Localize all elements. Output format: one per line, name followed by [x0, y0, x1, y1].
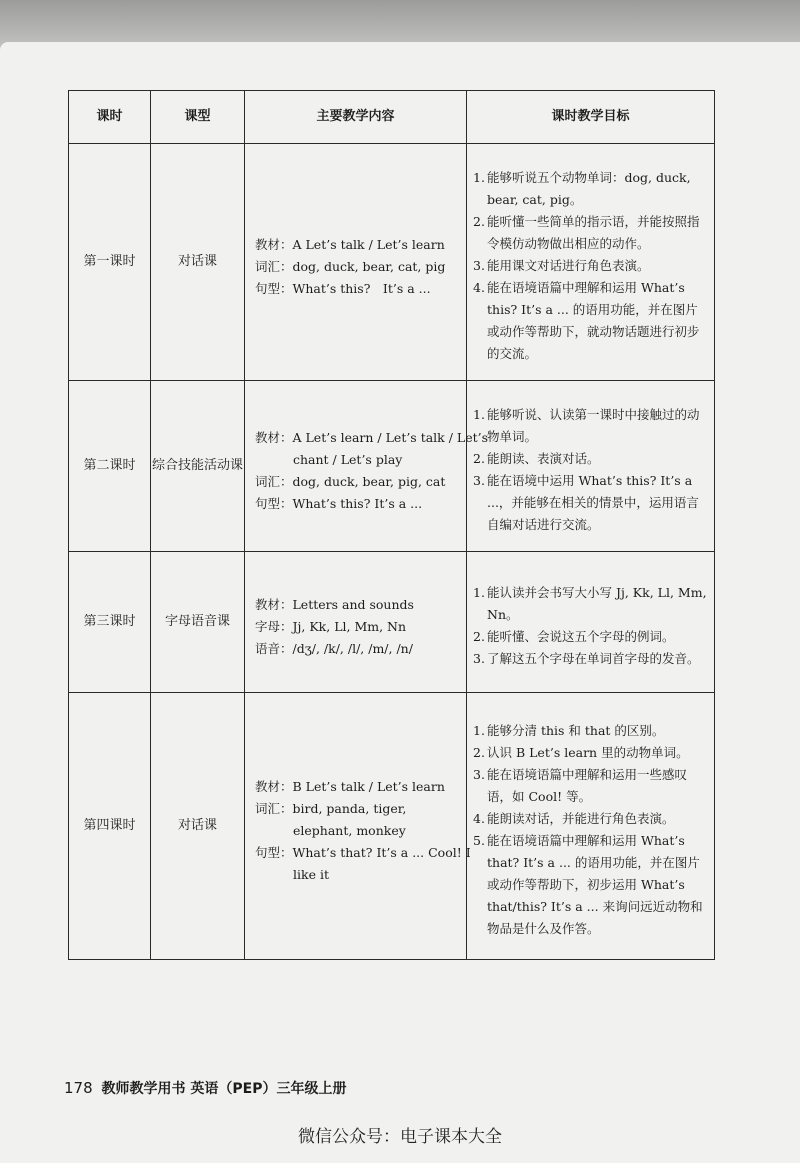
content-line: 句型：What’s this? It’s a ... [255, 496, 423, 511]
goal-text: 能够听说、认读第一课时中接触过的动物单词。 [487, 407, 700, 444]
page-number: 178 [64, 1079, 93, 1097]
lesson-cell: 第四课时 [69, 693, 151, 960]
goal-item: 4. 能朗读对话，并能进行角色表演。 [473, 811, 675, 826]
page-footer [64, 1078, 346, 1098]
content-line: 教材：B Let’s talk / Let’s learn [255, 779, 445, 794]
lesson-cell: 第一课时 [69, 144, 151, 381]
goals-cell [467, 381, 715, 552]
content-line: 句型：What’s this? It’s a ... [255, 281, 431, 296]
goal-item: 1. 能够听说、认读第一课时中接触过的动物单词。 [473, 407, 700, 444]
content-line: 教材：A Let’s learn / Let’s talk / Let’s [255, 430, 489, 445]
content-line: elephant, monkey [293, 823, 406, 838]
goal-text: 能听懂一些简单的指示语，并能按照指令模仿动物做出相应的动作。 [487, 214, 700, 251]
table-row [69, 144, 715, 381]
goal-text: 了解这五个字母在单词首字母的发音。 [487, 651, 700, 666]
header-content: 主要教学内容 [245, 91, 467, 144]
goal-item: 2. 能听懂、会说这五个字母的例词。 [473, 629, 675, 644]
content-line: like it [293, 867, 329, 882]
content-line: 教材：Letters and sounds [255, 597, 414, 612]
type-cell: 对话课 [151, 144, 245, 381]
goal-item: 1. 能够听说五个动物单词：dog, duck, bear, cat, pig。 [473, 170, 691, 207]
goals-cell [467, 693, 715, 960]
lesson-plan-table [68, 90, 715, 960]
lesson-cell: 第三课时 [69, 552, 151, 693]
goal-item: 3. 能在语境语篇中理解和运用一些感叹语，如 Cool! 等。 [473, 767, 688, 804]
lesson-cell: 第二课时 [69, 381, 151, 552]
goal-text: 认识 B Let’s learn 里的动物单词。 [487, 745, 689, 760]
type-cell: 对话课 [151, 693, 245, 960]
header-type: 课型 [151, 91, 245, 144]
goal-text: 能朗读对话，并能进行角色表演。 [487, 811, 675, 826]
goal-item: 1. 能够分清 this 和 that 的区别。 [473, 723, 665, 738]
content-cell [245, 144, 467, 381]
goals-cell [467, 552, 715, 693]
goal-item: 2. 认识 B Let’s learn 里的动物单词。 [473, 745, 689, 760]
table-row [69, 552, 715, 693]
header-lesson: 课时 [69, 91, 151, 144]
table-header-row [69, 91, 715, 144]
goal-text: 能在语境语篇中理解和运用 What’s this? It’s a ... 的语用功能，并在图片或动作等帮助下，就动物话题进行初步的交流。 [487, 280, 700, 361]
goal-text: 能够分清 this 和 that 的区别。 [487, 723, 665, 738]
content-line: 词汇：dog, duck, bear, pig, cat [255, 474, 446, 489]
content-cell [245, 552, 467, 693]
goal-item: 5. 能在语境语篇中理解和运用 What’s that? It’s a ... 的语用功能，并在图片或动作等帮助下，初步运用 What’s that/this? It’s a ... 来询问远近动物和物品是什么及作答。 [473, 833, 703, 936]
goal-text: 能朗读、表演对话。 [487, 451, 600, 466]
type-cell: 字母语音课 [151, 552, 245, 693]
goals-list [473, 720, 708, 940]
goal-text: 能在语境语篇中理解和运用 What’s that? It’s a ... 的语用功能，并在图片或动作等帮助下，初步运用 What’s that/this? It’s a ... 来询问远近动物和物品是什么及作答。 [487, 833, 703, 936]
type-cell: 综合技能活动课 [151, 381, 245, 552]
content-line: 字母：Jj, Kk, Ll, Mm, Nn [255, 619, 407, 634]
table-row [69, 381, 715, 552]
watermark-text: 微信公众号：电子课本大全 [298, 1127, 502, 1147]
content-line: chant / Let’s play [293, 452, 403, 467]
goals-list [473, 167, 708, 365]
content-cell [245, 381, 489, 552]
content-line: 词汇：bird, panda, tiger, [255, 801, 407, 816]
goal-item: 3. 能在语境中运用 What’s this? It’s a ...，并能够在相关的情景中，运用语言自编对话进行交流。 [473, 473, 699, 532]
content-line: 句型：What’s that? It’s a ... Cool! I [255, 845, 471, 860]
table-row [69, 693, 715, 960]
content-cell [245, 693, 471, 960]
goal-text: 能听懂、会说这五个字母的例词。 [487, 629, 675, 644]
goal-item: 3. 了解这五个字母在单词首字母的发音。 [473, 651, 700, 666]
goal-item: 4. 能在语境语篇中理解和运用 What’s this? It’s a ... 的语用功能，并在图片或动作等帮助下，就动物话题进行初步的交流。 [473, 280, 700, 361]
goal-text: 能在语境中运用 What’s this? It’s a ...，并能够在相关的情景中，运用语言自编对话进行交流。 [487, 473, 699, 532]
goal-text: 能认读并会书写大小写 Jj, Kk, Ll, Mm, Nn。 [487, 585, 707, 622]
goal-text: 能用课文对话进行角色表演。 [487, 258, 650, 273]
goal-text: 能在语境语篇中理解和运用一些感叹语，如 Cool! 等。 [487, 767, 688, 804]
content-line: 语音：/dʒ/, /k/, /l/, /m/, /n/ [255, 641, 413, 656]
goal-item: 2. 能朗读、表演对话。 [473, 451, 600, 466]
goals-cell [467, 144, 715, 381]
goals-list [473, 404, 708, 536]
goals-list [473, 582, 708, 670]
goal-item: 2. 能听懂一些简单的指示语，并能按照指令模仿动物做出相应的动作。 [473, 214, 700, 251]
goal-item: 1. 能认读并会书写大小写 Jj, Kk, Ll, Mm, Nn。 [473, 585, 707, 622]
book-title: 教师教学用书 英语（PEP）三年级上册 [101, 1081, 347, 1097]
goal-text: 能够听说五个动物单词：dog, duck, bear, cat, pig。 [487, 170, 691, 207]
header-goals: 课时教学目标 [467, 91, 715, 144]
content-line: 词汇：dog, duck, bear, cat, pig [255, 259, 446, 274]
goal-item: 3. 能用课文对话进行角色表演。 [473, 258, 650, 273]
content-line: 教材：A Let’s talk / Let’s learn [255, 237, 445, 252]
